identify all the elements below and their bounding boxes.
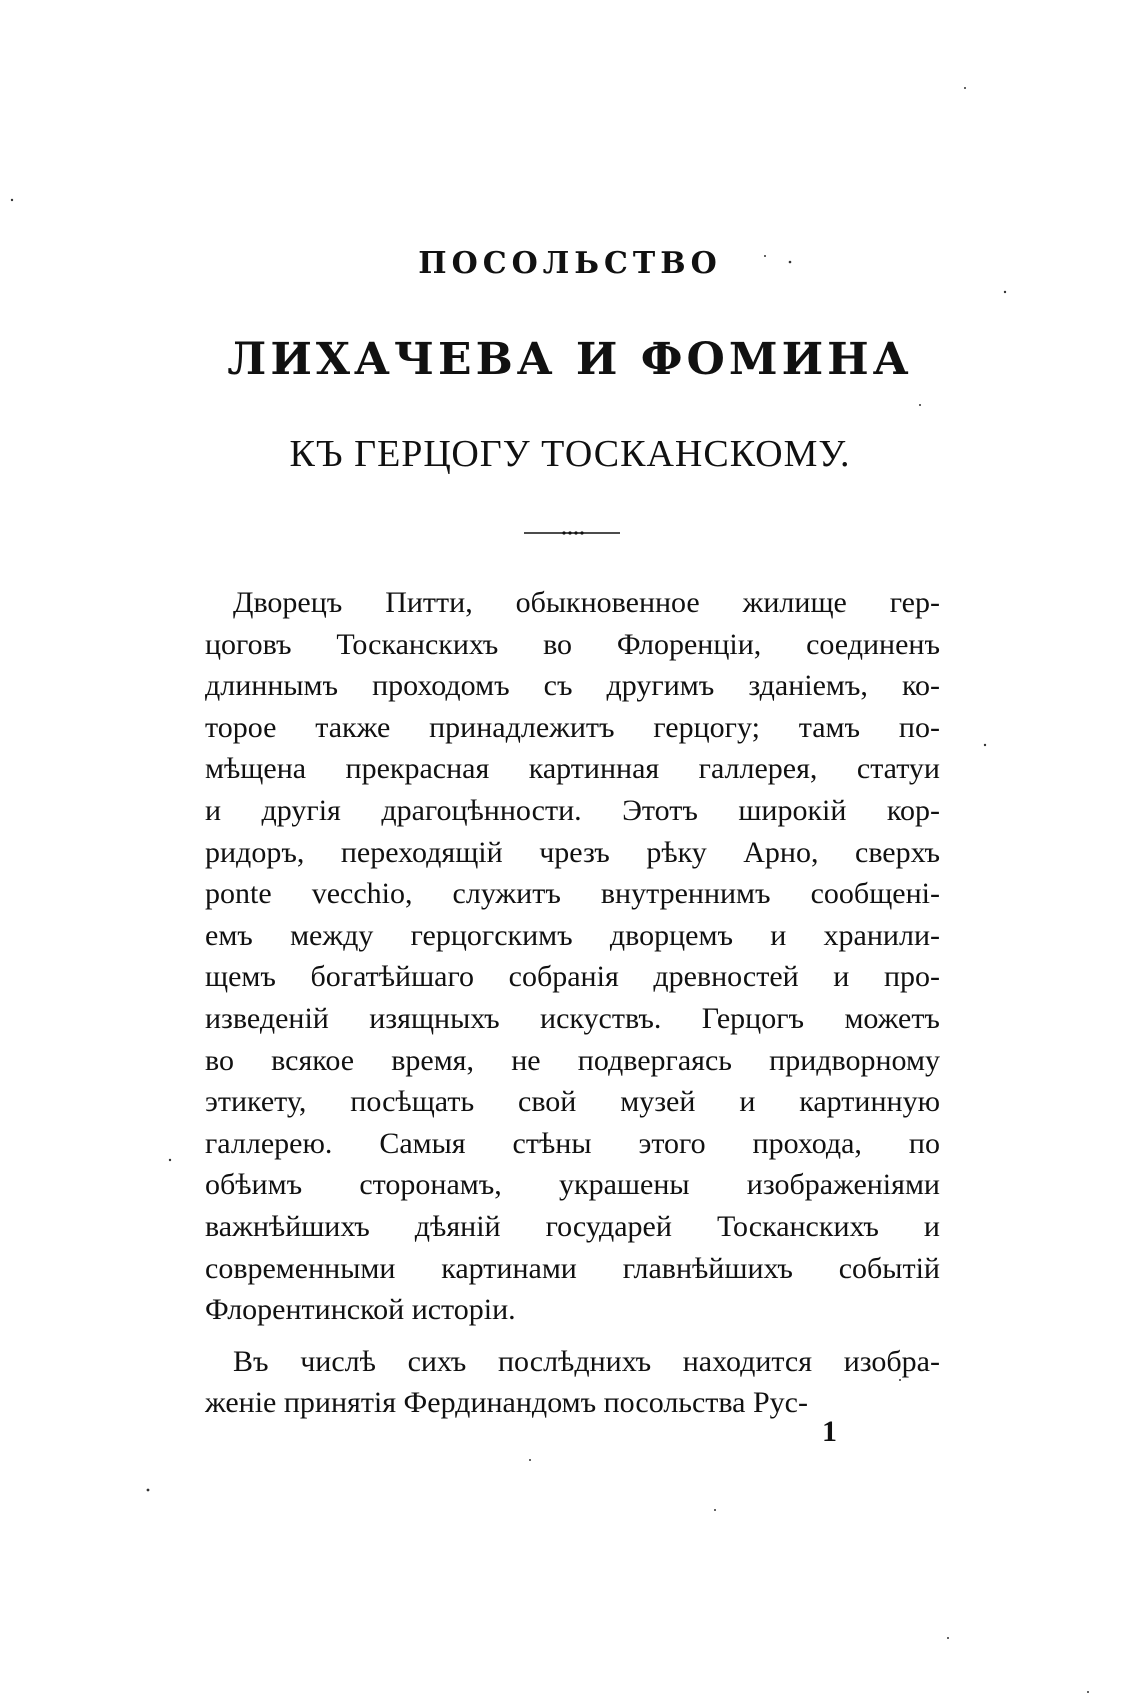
heading-embassy: ПОСОЛЬСТВО bbox=[418, 246, 722, 281]
text-line: важнѣйшихъ дѣяній государей Тосканскихъ и bbox=[205, 1209, 940, 1243]
text-line: современными картинами главнѣйшихъ событій bbox=[205, 1251, 940, 1285]
paragraph-2 bbox=[205, 1341, 940, 1424]
text-line: женіе принятія Фердинандомъ посольства Рус- bbox=[205, 1386, 808, 1420]
text-line: обѣимъ сторонамъ, украшены изображеніями bbox=[205, 1168, 940, 1202]
text-line: изведеній изящныхъ искуствъ. Герцогъ можетъ bbox=[205, 1001, 940, 1035]
text-line: Въ числѣ сихъ послѣднихъ находится изобра- bbox=[233, 1344, 940, 1378]
paragraph-1 bbox=[205, 582, 940, 1331]
text-line: цоговъ Тосканскихъ во Флоренціи, соединенъ bbox=[205, 627, 940, 661]
text-line: емъ между герцогскимъ дворцемъ и хранили- bbox=[205, 918, 940, 952]
ornament-divider bbox=[524, 530, 620, 536]
heading-envoys: ЛИХАЧЕВА И ФОМИНА bbox=[227, 334, 913, 385]
text-line: этикету, посѣщать свой музей и картинную bbox=[205, 1085, 940, 1119]
text-line: и другія драгоцѣнности. Этотъ широкій кор- bbox=[205, 793, 940, 827]
page-number: 1 bbox=[822, 1415, 837, 1448]
text-line: мѣщена прекрасная картинная галлерея, статуи bbox=[205, 752, 940, 786]
text-line: ponte vecchio, служитъ внутреннимъ сообщені- bbox=[205, 877, 940, 911]
body-text bbox=[205, 582, 940, 1424]
text-line: щемъ богатѣйшаго собранія древностей и про- bbox=[205, 960, 940, 994]
text-line: длиннымъ проходомъ съ другимъ зданіемъ, ко- bbox=[205, 669, 940, 703]
text-line: Флорентинской исторіи. bbox=[205, 1293, 516, 1327]
text-line: торое также принадлежитъ герцогу; тамъ по- bbox=[205, 710, 940, 744]
text-line: ридоръ, переходящій чрезъ рѣку Арно, сверхъ bbox=[205, 835, 940, 869]
text-line: во всякое время, не подвергаясь придворному bbox=[205, 1043, 940, 1077]
text-line: галлерею. Самыя стѣны этого прохода, по bbox=[205, 1126, 940, 1160]
text-line: Дворецъ Питти, обыкновенное жилище гер- bbox=[233, 586, 940, 619]
heading-duke: КЪ ГЕРЦОГУ ТОСКАНСКОМУ. bbox=[289, 433, 851, 475]
